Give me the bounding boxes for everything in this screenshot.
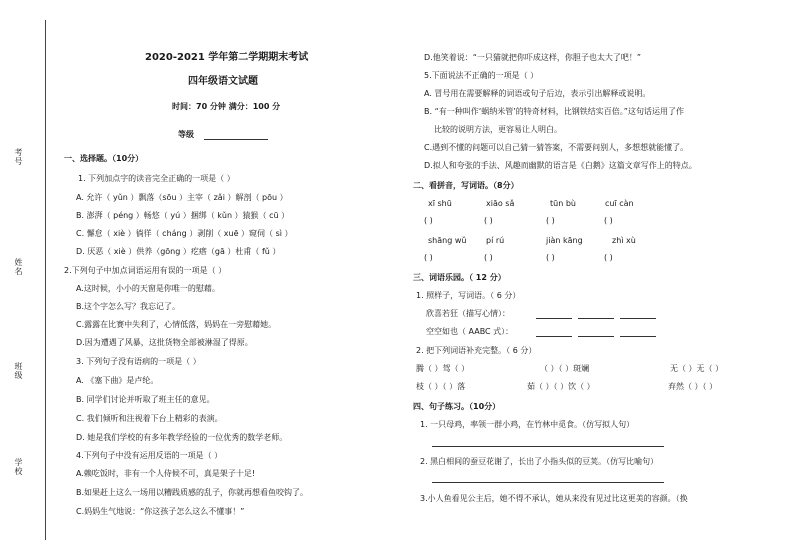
fill-5[interactable]: 茹（ ）（ ）饮（ ） [527, 382, 595, 391]
section-3-heading: 三、词语乐园。（ 12 分） [413, 273, 506, 282]
exam-subtitle: 四年级语文试题 [188, 76, 258, 87]
answer-box-5[interactable]: ( ) [424, 253, 433, 262]
kaohao-label: 考号 [14, 148, 23, 166]
option-3b: B. 同学们讨论并听取了班主任的意见。 [76, 395, 215, 404]
class-label: 班级 [14, 362, 23, 380]
pinyin-6: pí rú [486, 236, 505, 245]
example-2: 空空如也（ AABC 式）： [426, 327, 514, 336]
answer-box-2[interactable]: ( ) [484, 216, 493, 225]
fill-1[interactable]: 腾（ ）驾（ ） [416, 364, 470, 373]
binding-line [45, 20, 46, 540]
name-label: 姓名 [14, 258, 23, 276]
pinyin-4: cuī càn [605, 199, 634, 208]
option-1c: C. 懈怠（ xiè ）徜徉（ cháng ）剥削（ xuē ）窥伺（ sì ） [76, 229, 293, 238]
option-1d: D. 厌恶（ xiè ）供养（gōng ）疙瘩（gā ）杜甫（ fǔ ） [76, 247, 281, 256]
answer-box-6[interactable]: ( ) [484, 253, 493, 262]
question-3-2: 2. 把下列词语补充完整。（ 6 分） [416, 346, 537, 355]
pinyin-7: jiàn kāng [546, 236, 583, 245]
pinyin-2: xiāo sǎ [486, 199, 515, 208]
option-5a: A. 冒号用在需要解释的词语或句子后边，表示引出解释或说明。 [424, 89, 651, 98]
option-5c: C.遇到不懂的问题可以自己猜一猜答案，不需要问别人，多想想就能懂了。 [424, 143, 689, 152]
question-4-2: 2. 黑白相间的蚕豆花谢了，长出了小指头似的豆荚。（仿写比喻句） [420, 457, 659, 466]
option-3a: A. 《塞下曲》是卢纶。 [76, 376, 159, 385]
question-4-1: 1. 一只母鸡，率领一群小鸡，在竹林中觅食。（仿写拟人句） [420, 420, 635, 429]
option-2a: A.这时候，小小的天窗是你唯一的慰藉。 [76, 284, 220, 293]
fill-3[interactable]: 无（ ）无（ ） [670, 364, 724, 373]
grade-blank[interactable] [204, 139, 268, 140]
pinyin-8: zhì xù [612, 236, 636, 245]
grade-label: 等级 [178, 130, 194, 139]
section-4-heading: 四、句子练习。（10分） [413, 402, 501, 411]
option-3d: D. 她是我们学校的有多年教学经验的一位优秀的数学老师。 [76, 433, 288, 442]
option-2b: B.这个字怎么写？我忘记了。 [76, 302, 181, 311]
example-1: 欣喜若狂（描写心情）： [426, 309, 510, 318]
blank-2b[interactable] [578, 336, 614, 337]
pinyin-5: shāng wǔ [428, 236, 467, 245]
answer-box-4[interactable]: ( ) [604, 216, 613, 225]
question-2: 2.下列句子中加点词语运用有误的一项是（ ） [64, 266, 227, 275]
option-3c: C. 我们倾听和注视着下台上精彩的表演。 [76, 414, 223, 423]
answer-box-7[interactable]: ( ) [546, 253, 555, 262]
blank-1a[interactable] [536, 318, 572, 319]
option-5b-line2: 比较的说明方法，更容易让人明白。 [434, 125, 562, 134]
blank-1b[interactable] [578, 318, 614, 319]
fill-6[interactable]: 弃然（ ）（ ） [668, 382, 718, 391]
fill-2[interactable]: （ ）（ ）斑斓 [540, 364, 590, 373]
question-5: 5.下面说法不正确的一项是（ ） [424, 71, 539, 80]
answer-line-4-1[interactable] [432, 446, 664, 447]
exam-title: 2020-2021 学年第二学期期末考试 [145, 52, 309, 63]
option-5b-line1: B. “有一种叫作‘蜗纳米管’的特奇材料，比钢铁结实百倍。”这句话运用了作 [424, 107, 684, 116]
option-4d: D.他笑着说：“一只猫就把你吓成这样，你胆子也太大了吧！” [424, 53, 641, 62]
section-1-heading: 一、选择题。（10分） [64, 154, 144, 163]
option-4a: A.赖吃饭时，非有一个人侍候不可，真是架子十足! [76, 469, 256, 478]
question-3-1: 1. 照样子，写词语。（ 6 分） [416, 291, 521, 300]
blank-2c[interactable] [620, 336, 656, 337]
blank-2a[interactable] [536, 336, 572, 337]
question-4: 4.下列句子中没有运用反语的一项是（ ） [76, 451, 223, 460]
section-2-heading: 二、看拼音，写词语。（8分） [413, 181, 519, 190]
time-score: 时间：70 分钟 满分：100 分 [172, 102, 281, 111]
option-4b: B.如果赶上这么一场用以糟践质感的乱子，你就再想看鱼咬钩了。 [76, 488, 309, 497]
question-1: 1. 下列加点字的读音完全正确的一项是（ ） [78, 174, 235, 183]
answer-line-4-2[interactable] [432, 482, 664, 483]
question-3: 3. 下列句子没有语病的一项是（ ） [76, 357, 201, 366]
question-4-3: 3.小人鱼看见公主后，她不得不承认，她从来没有见过比这更美的容颜。（换 [420, 494, 688, 503]
option-1b: B. 澎湃（ péng ）畅悠（ yú ）捆绑（ kǔn ）猿猴（ cū ） [76, 211, 290, 220]
pinyin-1: xī shū [428, 199, 452, 208]
answer-box-3[interactable]: ( ) [546, 216, 555, 225]
option-1a: A. 允许（ yǔn ）飘落（sōu ）主宰（ zǎi ）解剖（ pōu ） [76, 193, 288, 202]
fill-4[interactable]: 枝（ ）（ ）落 [416, 382, 466, 391]
option-2d: D.因为遭遇了风暴，这批货物全部被淋湿了得原。 [76, 338, 253, 347]
pinyin-3: tūn bù [550, 199, 576, 208]
answer-box-1[interactable]: ( ) [424, 216, 433, 225]
school-label: 学校 [14, 458, 23, 476]
option-2c: C.露露在比赛中失利了，心情低落，妈妈在一旁慰藉她。 [76, 320, 277, 329]
blank-1c[interactable] [620, 318, 656, 319]
option-4c: C.妈妈生气地说：“你这孩子怎么这么不懂事！” [76, 507, 245, 516]
option-5d: D.拟人和夸张的手法、风趣而幽默的语言是《白鹅》这篇文章写作上的特点。 [424, 161, 697, 170]
answer-box-8[interactable]: ( ) [604, 253, 613, 262]
